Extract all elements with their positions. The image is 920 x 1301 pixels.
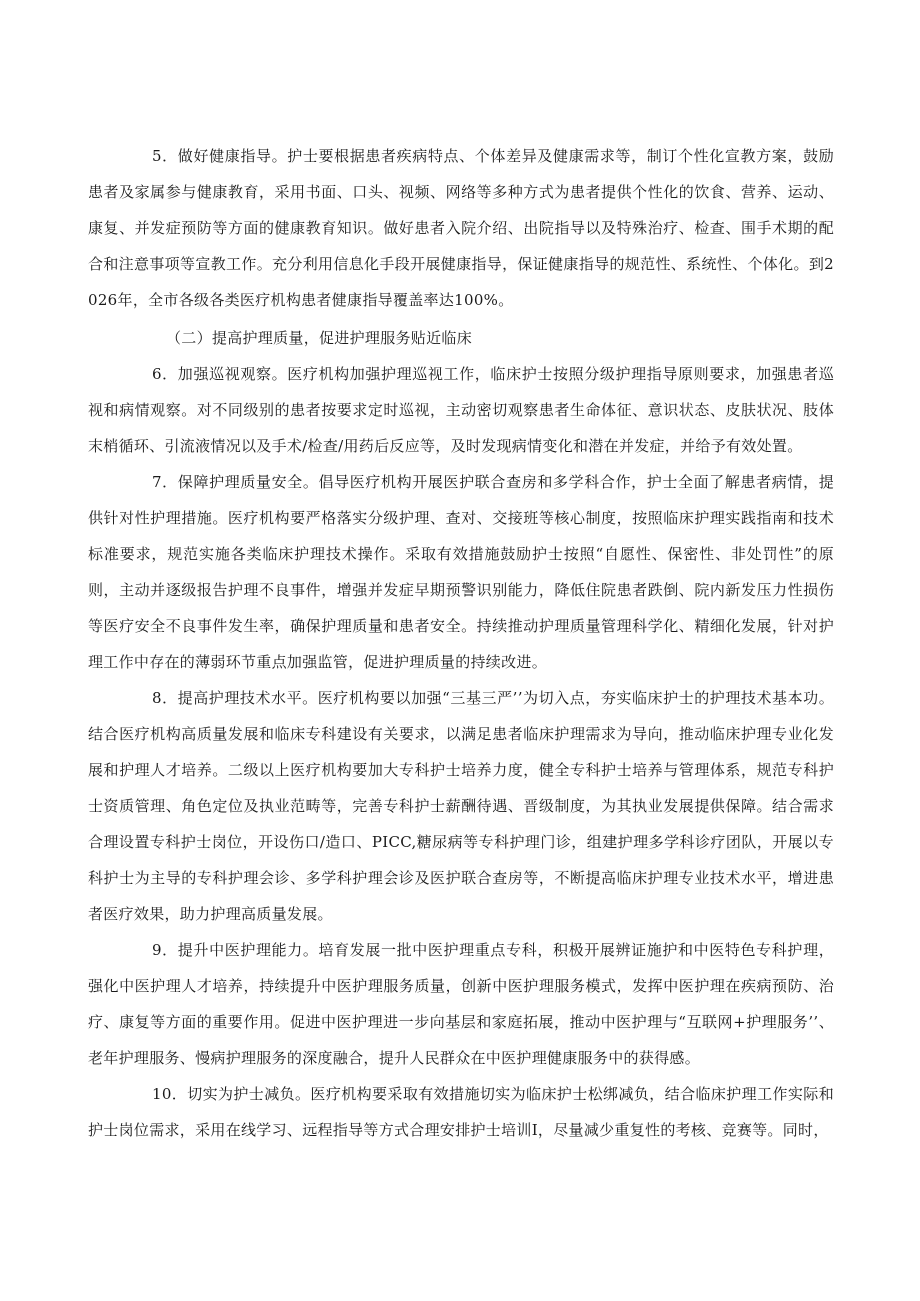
paragraph-health-guidance: 5．做好健康指导。护士要根据患者疾病特点、个体差异及健康需求等，制订个性化宣教方案，鼓励患者及家属参与健康教育，采用书面、口头、视频、网络等多种方式为患者提供个性化的饮食、营养、运动、康复、并发症预防等方面的健康教育知识。做好患者入院介绍、出院指导以及特殊治疗、检查、围手术期的配合和注意事项等宣教工作。充分利用信息化手段开展健康指导，保证健康指导的规范性、系统性、个体化。到2026年，全市各级各类医疗机构患者健康指导覆盖率达100%。 [88, 147, 834, 309]
paragraph-reduce-burden: 10．切实为护士减负。医疗机构要采取有效措施切实为临床护士松绑减负，结合临床护理工作实际和护士岗位需求，采用在线学习、远程指导等方式合理安排护士培训I，尽量减少重复性的考核、竞赛等。同时， [88, 1085, 834, 1139]
paragraph-patrol-observation: 6．加强巡视观察。医疗机构加强护理巡视工作，临床护士按照分级护理指导原则要求，加强患者巡视和病情观察。对不同级别的患者按要求定时巡视，主动密切观察患者生命体征、意识状态、皮肤状况、肢体末梢循环、引流液情况以及手术/检查/用药后反应等，及时发现病情变化和潜在并发症，并给予有效处置。 [88, 365, 834, 455]
section-heading-nursing-quality: （二）提高护理质量，促进护理服务贴近临床 [166, 329, 473, 347]
paragraph-quality-safety: 7．保障护理质量安全。倡导医疗机构开展医护联合查房和多学科合作，护士全面了解患者病情，提供针对性护理措施。医疗机构要严格落实分级护理、查对、交接班等核心制度，按照临床护理实践指南和技术标准要求，规范实施各类临床护理技术操作。采取有效措施鼓励护士按照“自愿性、保密性、非处罚性”的原则，主动并逐级报告护理不良事件，增强并发症早期预警识别能力，降低住院患者跌倒、院内新发压力性损伤等医疗安全不良事件发生率，确保护理质量和患者安全。持续推动护理质量管理科学化、精细化发展，针对护理工作中存在的薄弱环节重点加强监管，促进护理质量的持续改进。 [88, 473, 834, 671]
paragraph-tcm-nursing: 9．提升中医护理能力。培育发展一批中医护理重点专科，积极开展辨证施护和中医特色专科护理，强化中医护理人才培养，持续提升中医护理服务质量，创新中医护理服务模式，发挥中医护理在疾病预防、治疗、康复等方面的重要作用。促进中医护理进一步向基层和家庭拓展，推动中医护理与“互联网+护理服务’’、老年护理服务、慢病护理服务的深度融合，提升人民群众在中医护理健康服务中的获得感。 [88, 941, 834, 1067]
paragraph-technical-level: 8．提高护理技术水平。医疗机构要以加强“三基三严’’为切入点，夯实临床护士的护理技术基本功。结合医疗机构高质量发展和临床专科建设有关要求，以满足患者临床护理需求为导向，推动临床护理专业化发展和护理人才培养。二级以上医疗机构要加大专科护士培养力度，健全专科护士培养与管理体系，规范专科护士资质管理、角色定位及执业范畴等，完善专科护士薪酬待遇、晋级制度，为其执业发展提供保障。结合需求合理设置专科护士岗位，开设伤口/造口、PICC,糖尿病等专科护理门诊，组建护理多学科诊疗团队，开展以专科护士为主导的专科护理会诊、多学科护理会诊及医护联合查房等，不断提高临床护理专业技术水平，增进患者医疗效果，助力护理高质量发展。 [88, 689, 834, 923]
